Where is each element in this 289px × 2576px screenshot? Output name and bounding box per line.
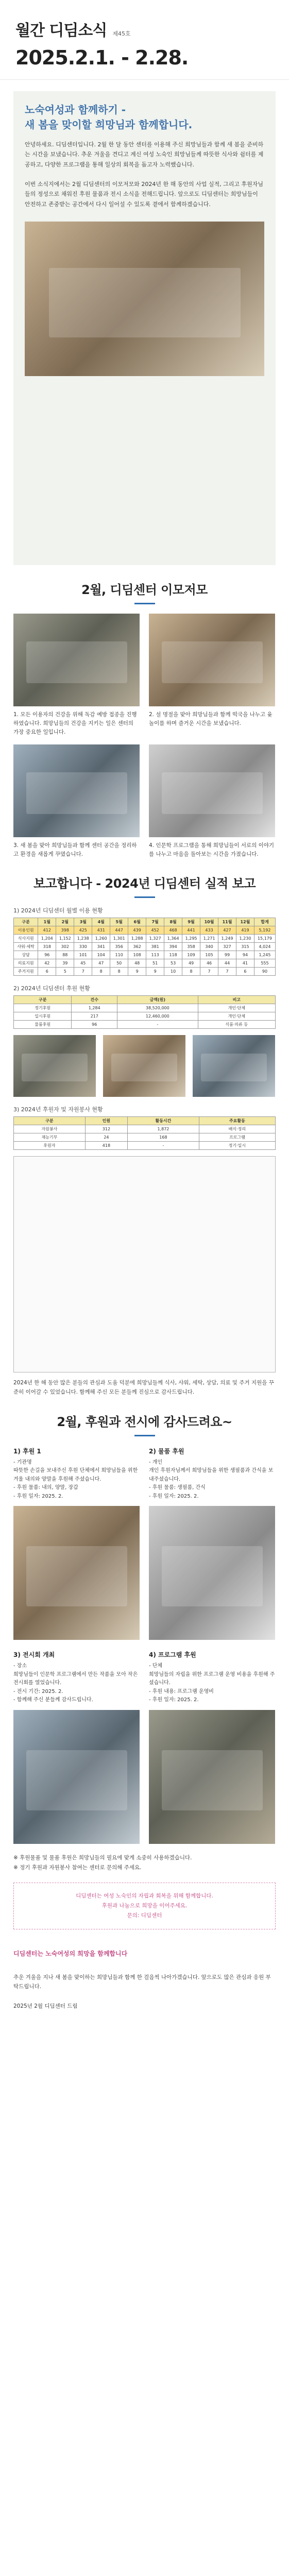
table-row	[14, 1004, 276, 1012]
table-cell: 1,301	[110, 934, 128, 942]
monthly-grid	[0, 604, 289, 859]
table-cell: 24	[85, 1133, 127, 1141]
table-row	[14, 1020, 276, 1028]
issue-date-range: 2025.2.1. - 2.28.	[15, 46, 189, 69]
table-header-cell: 구분	[14, 918, 38, 926]
table-header-cell: 구분	[14, 1116, 86, 1125]
table-row	[14, 942, 276, 951]
table-cell: 412	[38, 926, 56, 934]
table-row	[14, 1133, 276, 1141]
table-header-cell: 구분	[14, 995, 72, 1004]
table-cell: 1,249	[218, 934, 236, 942]
table-cell: 50	[110, 959, 128, 967]
monthly-item	[149, 614, 275, 736]
table-header-cell: 합계	[254, 918, 275, 926]
issue-number: 제45호	[112, 30, 131, 37]
table-cell: 이용인원	[14, 926, 38, 934]
monthly-photo	[149, 744, 275, 837]
exhibition-body: - 기관명 따뜻한 손길을 보내주신 후원 단체에서 희망님들을 위한 겨울 내의와 양말을 후원해 주셨습니다. - 후원 물품: 내의, 양말, 장갑 - 후원 일자: 2025. 2.	[13, 1459, 138, 1499]
table-cell: 381	[146, 942, 164, 951]
table-header-cell: 비고	[198, 995, 275, 1004]
table-cell: 441	[182, 926, 200, 934]
table-cell: -	[128, 1141, 199, 1149]
table-cell: 439	[128, 926, 146, 934]
table-cell: 식품·의류 등	[198, 1020, 275, 1028]
intro-heading: 노숙여성과 함께하기 - 새 봄을 맞이할 희망님과 함께합니다.	[25, 104, 193, 131]
table-cell: 배식·정리	[199, 1125, 275, 1133]
report-chart-area	[13, 1156, 276, 1372]
table-cell: 1,152	[56, 934, 74, 942]
table-cell: 후원자	[14, 1141, 86, 1149]
table-cell: 88	[56, 951, 74, 959]
table-header-cell: 9월	[182, 918, 200, 926]
table-cell: 452	[146, 926, 164, 934]
table-cell: 샤워·세탁	[14, 942, 38, 951]
report-photo	[193, 1035, 275, 1097]
table-cell: 109	[182, 951, 200, 959]
table-cell: 상담	[14, 951, 38, 959]
table-cell: 418	[85, 1141, 127, 1149]
table-cell: 44	[218, 959, 236, 967]
table-cell: 정기후원	[14, 1004, 72, 1012]
volunteer-table	[13, 1116, 276, 1150]
table-row	[14, 1012, 276, 1020]
table-cell: 327	[218, 942, 236, 951]
table-cell: 39	[56, 959, 74, 967]
table-cell: 1,327	[146, 934, 164, 942]
table-cell: 46	[200, 959, 218, 967]
table-header-cell: 11월	[218, 918, 236, 926]
table-cell: 427	[218, 926, 236, 934]
table-row	[14, 967, 276, 975]
table-row	[14, 951, 276, 959]
table-cell: 101	[74, 951, 92, 959]
table-cell: 7	[218, 967, 236, 975]
table-cell: 555	[254, 959, 275, 967]
table-cell: 4,024	[254, 942, 275, 951]
table-cell: 12,460,000	[117, 1012, 198, 1020]
table-header-cell: 4월	[92, 918, 110, 926]
exhibition-body: - 단체 희망님들의 자립을 위한 프로그램 운영 비용을 후원해 주셨습니다. - 후원 내용: 프로그램 운영비 - 후원 일자: 2025. 2.	[149, 1663, 275, 1703]
table-cell: 53	[164, 959, 182, 967]
monthly-caption: 2. 설 명절을 맞아 희망님들과 함께 떡국을 나누고 윷놀이를 하며 즐거운 시간을 보냈습니다.	[149, 711, 273, 726]
table-cell: 9	[128, 967, 146, 975]
table-cell: 1,271	[200, 934, 218, 942]
exhibition-photo	[13, 1710, 140, 1844]
table-cell: 개인·단체	[198, 1012, 275, 1020]
newsletter-title: 월간 디딤소식	[15, 22, 107, 40]
table-cell: 431	[92, 926, 110, 934]
table-header-cell: 건수	[72, 995, 117, 1004]
monthly-photo	[13, 614, 140, 706]
table-header-cell: 12월	[236, 918, 254, 926]
monthly-item	[149, 744, 275, 859]
table-cell: 8	[92, 967, 110, 975]
exhibition-item	[13, 1447, 140, 1640]
section-title-report: 보고합니다 - 2024년 디딤센터 실적 보고	[0, 859, 289, 898]
table-cell: 94	[236, 951, 254, 959]
table-cell: 7	[74, 967, 92, 975]
table-row	[14, 934, 276, 942]
table-cell: 의료지원	[14, 959, 38, 967]
table-cell: 8	[110, 967, 128, 975]
table-cell: 341	[92, 942, 110, 951]
table2-label: 2) 2024년 디딤센터 후원 현황	[13, 985, 90, 992]
table-cell: 5,192	[254, 926, 275, 934]
exhibition-body: - 개인 개인 후원자님께서 희망님들을 위한 생필품과 간식을 보내주셨습니다. - 후원 물품: 생필품, 간식 - 후원 일자: 2025. 2.	[149, 1459, 274, 1499]
table-cell: 340	[200, 942, 218, 951]
monthly-item	[13, 744, 140, 859]
table-cell: 425	[74, 926, 92, 934]
table-cell: 433	[200, 926, 218, 934]
table-cell: 6	[38, 967, 56, 975]
monthly-caption: 4. 인문학 프로그램을 통해 희망님들이 서로의 이야기를 나누고 마음을 돌아보는 시간을 가졌습니다.	[149, 842, 275, 858]
exhibition-row-1	[0, 1436, 289, 1640]
table3-label: 3) 2024년 후원자 및 자원봉사 현황	[13, 1106, 103, 1113]
table-cell: 개인·단체	[198, 1004, 275, 1012]
table-cell: 1,245	[254, 951, 275, 959]
intro-paragraph: 안녕하세요. 디딤센터입니다. 2월 한 달 동안 센터를 이용해 주신 희망님들과 함께 새 봄을 준비하는 시간을 보냈습니다. 추운 겨울을 견디고 계신 여성 노숙인 희망님들께 따뜻한 식사와 쉼터를 제공하고, 다양한 프로그램을 통해 일상의 회복을 돕고자 노력했습니다. 이번 소식지에서는 2월 디딤센터의 이모저모와 2024년 한 해 동안의 사업 실적, 그리고 후원자님들의 정성으로 채워진 후원 물품과 전시 소식을 전해드립니다. 앞으로도 디딤센터는 희망님들이 안전하고 존중받는 공간에서 다시 일어설 수 있도록 곁에서 함께하겠습니다.	[25, 141, 264, 208]
table-row	[14, 1141, 276, 1149]
table-cell: 38,520,000	[117, 1004, 198, 1012]
table-cell: 96	[38, 951, 56, 959]
exhibition-item	[13, 1650, 140, 1844]
report-note: 2024년 한 해 동안 많은 분들의 관심과 도움 덕분에 희망님들께 식사, 샤워, 세탁, 상담, 의료 및 주거 지원을 꾸준히 이어갈 수 있었습니다. 함께해 주신 모든 분들께 진심으로 감사드립니다.	[13, 1379, 274, 1395]
closing-section	[13, 1939, 276, 2021]
table-cell: 118	[164, 951, 182, 959]
exhibition-heading: 2) 물품 후원	[149, 1447, 184, 1455]
exhibition-heading: 4) 프로그램 후원	[149, 1651, 196, 1659]
table-cell: 330	[74, 942, 92, 951]
table-cell: 재능기부	[14, 1133, 86, 1141]
monthly-caption: 3. 새 봄을 맞아 희망님들과 함께 센터 공간을 정리하고 환경을 새롭게 꾸몄습니다.	[13, 842, 137, 858]
table-header-cell: 1월	[38, 918, 56, 926]
table-cell: 168	[128, 1133, 199, 1141]
table-cell: 주거지원	[14, 967, 38, 975]
table-header-cell: 10월	[200, 918, 218, 926]
table-cell: 8	[182, 967, 200, 975]
table-cell: 물품후원	[14, 1020, 72, 1028]
intro-photo	[25, 222, 264, 376]
closing-body: 추운 겨울을 지나 새 봄을 맞이하는 희망님들과 함께 한 걸음씩 나아가겠습니다. 앞으로도 많은 관심과 응원 부탁드립니다. 2025년 2월 디딤센터 드림	[13, 1974, 271, 2010]
table-cell: 9	[146, 967, 164, 975]
exhibition-body: - 장소 희망님들이 인문학 프로그램에서 만든 작품을 모아 작은 전시회를 열었습니다. - 전시 기간: 2025. 2. - 함께해 주신 분들께 감사드립니다.	[13, 1663, 138, 1703]
table-header-cell: 주요활동	[199, 1116, 275, 1125]
monthly-photo	[149, 614, 275, 706]
table-cell: 99	[218, 951, 236, 959]
table-cell: 96	[72, 1020, 117, 1028]
table-cell: 447	[110, 926, 128, 934]
report-photo-row	[13, 1035, 276, 1097]
closing-heading: 디딤센터는 노숙여성의 희망을 함께합니다	[13, 1950, 128, 1958]
table-row	[14, 1125, 276, 1133]
table-cell: 1,364	[164, 934, 182, 942]
table-cell: 315	[236, 942, 254, 951]
table-cell: 1,284	[72, 1004, 117, 1012]
table-cell: 15,179	[254, 934, 275, 942]
table-cell: 42	[38, 959, 56, 967]
table-cell: 419	[236, 926, 254, 934]
table-cell: -	[117, 1020, 198, 1028]
table-cell: 394	[164, 942, 182, 951]
table-cell: 51	[146, 959, 164, 967]
usage-table	[13, 918, 276, 976]
table-row	[14, 959, 276, 967]
exhibition-item	[149, 1447, 275, 1640]
exhibition-heading: 1) 후원 1	[13, 1447, 41, 1455]
exhibition-heading: 3) 전시회 개최	[13, 1651, 55, 1659]
table-cell: 45	[74, 959, 92, 967]
table-cell: 41	[236, 959, 254, 967]
newsletter-header	[0, 0, 289, 80]
table-cell: 90	[254, 967, 275, 975]
table-row	[14, 926, 276, 934]
table-cell: 105	[200, 951, 218, 959]
monthly-item	[13, 614, 140, 736]
table-cell: 113	[146, 951, 164, 959]
table-cell: 468	[164, 926, 182, 934]
table-cell: 프로그램	[199, 1133, 275, 1141]
table-cell: 6	[236, 967, 254, 975]
table-cell: 47	[92, 959, 110, 967]
table1-label: 1) 2024년 디딤센터 월별 이용 현황	[13, 907, 103, 914]
table-header-cell: 활동시간	[128, 1116, 199, 1125]
table-cell: 1,295	[182, 934, 200, 942]
table-cell: 1,238	[74, 934, 92, 942]
table-header-cell: 3월	[74, 918, 92, 926]
monthly-caption: 1. 모든 이용자의 건강을 위해 독감 예방 접종을 진행하였습니다. 희망님들의 건강을 지키는 일은 센터의 가장 중요한 일입니다.	[13, 711, 137, 735]
table-cell: 10	[164, 967, 182, 975]
report-photo	[103, 1035, 185, 1097]
section-title-monthly: 2월, 디딤센터 이모저모	[0, 565, 289, 604]
table-header-cell: 8월	[164, 918, 182, 926]
table-header-cell: 금액(원)	[117, 995, 198, 1004]
table-cell: 7	[200, 967, 218, 975]
table-cell: 1,288	[128, 934, 146, 942]
table-cell: 318	[38, 942, 56, 951]
table-cell: 49	[182, 959, 200, 967]
table-header-cell: 6월	[128, 918, 146, 926]
table-cell: 362	[128, 942, 146, 951]
table-cell: 1,230	[236, 934, 254, 942]
exhibition-photo	[13, 1506, 140, 1640]
table-cell: 356	[110, 942, 128, 951]
table-cell: 217	[72, 1012, 117, 1020]
table-cell: 312	[85, 1125, 127, 1133]
section-title-exhibition: 2월, 후원과 전시에 감사드려요~	[0, 1397, 289, 1436]
table-header-cell: 2월	[56, 918, 74, 926]
table-header-cell: 인원	[85, 1116, 127, 1125]
table-cell: 104	[92, 951, 110, 959]
table-cell: 정기·일시	[199, 1141, 275, 1149]
report-photo	[13, 1035, 96, 1097]
table-cell: 1,204	[38, 934, 56, 942]
intro-section	[13, 91, 276, 565]
exhibition-photo	[149, 1710, 275, 1844]
monthly-photo	[13, 744, 140, 837]
table-cell: 48	[128, 959, 146, 967]
table-cell: 110	[110, 951, 128, 959]
table-cell: 5	[56, 967, 74, 975]
table-cell: 일시후원	[14, 1012, 72, 1020]
exhibition-highlight: ※ 후원물품 및 물품 후원은 희망님들의 필요에 맞게 소중히 사용하겠습니다. ※ 정기 후원과 자원봉사 참여는 센터로 문의해 주세요.	[13, 1854, 192, 1871]
table-header-cell: 7월	[146, 918, 164, 926]
table-cell: 1,260	[92, 934, 110, 942]
exhibition-photo	[149, 1506, 275, 1640]
table-header-cell: 5월	[110, 918, 128, 926]
promo-box: 디딤센터는 여성 노숙인의 자립과 회복을 위해 함께합니다. 후원과 나눔으로 희망을 이어주세요. 문의: 디딤센터	[13, 1883, 276, 1929]
exhibition-row-2	[0, 1640, 289, 1844]
donation-table	[13, 995, 276, 1029]
exhibition-item	[149, 1650, 275, 1844]
table-cell: 358	[182, 942, 200, 951]
table-cell: 1,872	[128, 1125, 199, 1133]
table-cell: 식사지원	[14, 934, 38, 942]
table-cell: 398	[56, 926, 74, 934]
table-cell: 자원봉사	[14, 1125, 86, 1133]
table-cell: 302	[56, 942, 74, 951]
table-cell: 108	[128, 951, 146, 959]
